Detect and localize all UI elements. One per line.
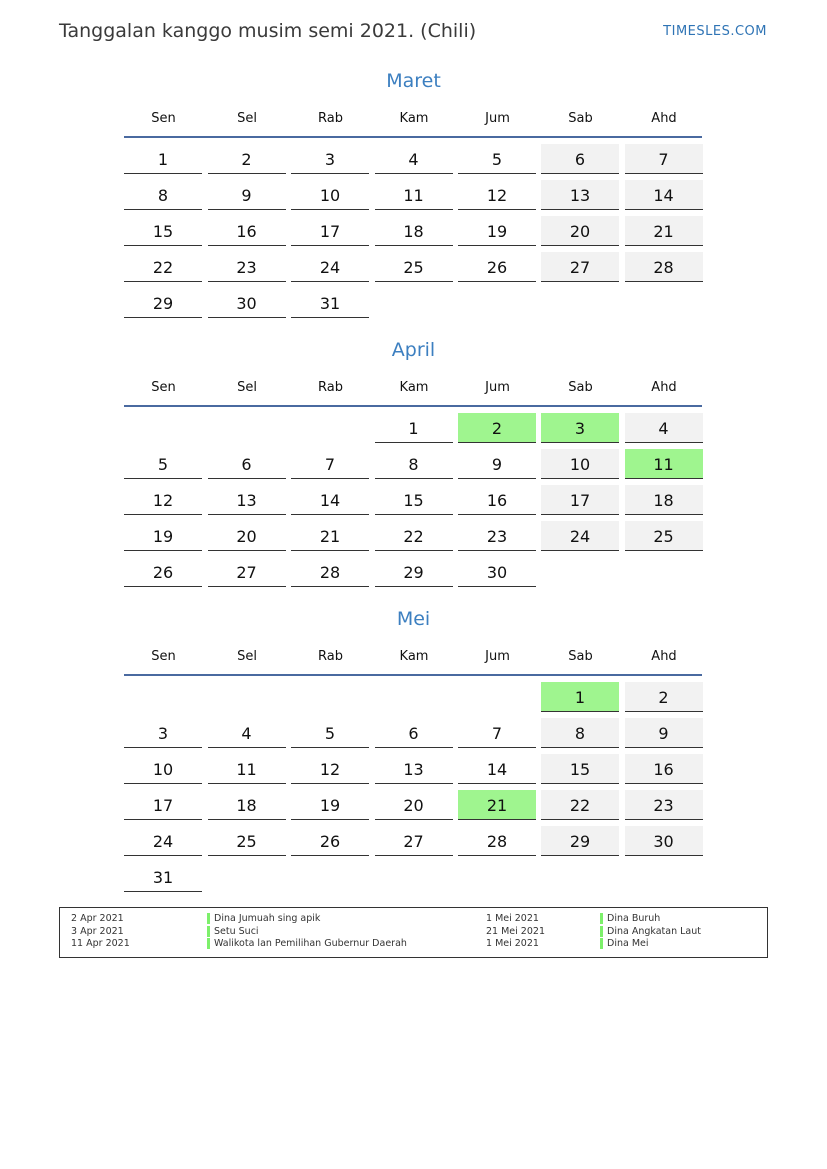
day-cell[interactable]: 4	[625, 413, 703, 443]
weekday-header: Sel	[237, 111, 257, 126]
day-cell[interactable]: 2	[625, 682, 703, 712]
day-cell[interactable]: 17	[124, 790, 202, 820]
header-rule	[124, 136, 702, 138]
day-cell[interactable]: 1	[375, 413, 453, 443]
day-cell[interactable]: 5	[124, 449, 202, 479]
day-cell[interactable]: 9	[625, 718, 703, 748]
day-cell[interactable]: 2	[208, 144, 286, 174]
day-cell[interactable]: 4	[208, 718, 286, 748]
holiday-legend	[59, 907, 768, 958]
day-cell[interactable]: 31	[124, 862, 202, 892]
day-cell[interactable]: 18	[208, 790, 286, 820]
day-cell[interactable]: 16	[208, 216, 286, 246]
day-cell[interactable]: 1	[541, 682, 619, 712]
legend-date: 1 Mei 2021	[486, 913, 539, 924]
day-cell[interactable]: 20	[541, 216, 619, 246]
day-cell[interactable]: 27	[541, 252, 619, 282]
day-cell[interactable]: 14	[291, 485, 369, 515]
day-cell[interactable]: 8	[124, 180, 202, 210]
weekday-header: Rab	[318, 649, 343, 664]
weekday-header: Jum	[485, 649, 510, 664]
day-cell[interactable]: 23	[625, 790, 703, 820]
weekday-header: Sab	[568, 380, 593, 395]
day-cell[interactable]: 5	[458, 144, 536, 174]
legend-name: Setu Suci	[207, 926, 259, 937]
day-cell[interactable]: 30	[458, 557, 536, 587]
day-cell[interactable]: 28	[458, 826, 536, 856]
day-cell[interactable]: 1	[124, 144, 202, 174]
legend-name: Walikota lan Pemilihan Gubernur Daerah	[207, 938, 407, 949]
day-cell[interactable]: 5	[291, 718, 369, 748]
day-cell[interactable]: 27	[208, 557, 286, 587]
weekday-header: Ahd	[651, 649, 677, 664]
weekday-header: Rab	[318, 111, 343, 126]
day-cell[interactable]: 6	[375, 718, 453, 748]
day-cell[interactable]: 26	[458, 252, 536, 282]
day-cell[interactable]: 22	[541, 790, 619, 820]
day-cell[interactable]: 22	[124, 252, 202, 282]
day-cell[interactable]: 15	[375, 485, 453, 515]
page-title: Tanggalan kanggo musim semi 2021. (Chili)	[59, 20, 477, 42]
day-cell[interactable]: 20	[208, 521, 286, 551]
day-cell[interactable]: 14	[625, 180, 703, 210]
day-cell[interactable]: 3	[541, 413, 619, 443]
day-cell[interactable]: 7	[625, 144, 703, 174]
day-cell[interactable]: 12	[291, 754, 369, 784]
day-cell[interactable]: 16	[458, 485, 536, 515]
day-cell[interactable]: 8	[541, 718, 619, 748]
day-cell[interactable]: 10	[291, 180, 369, 210]
month-title: Mei	[396, 608, 431, 630]
day-cell[interactable]: 13	[375, 754, 453, 784]
day-cell[interactable]: 11	[208, 754, 286, 784]
day-cell[interactable]: 11	[375, 180, 453, 210]
day-cell[interactable]: 17	[541, 485, 619, 515]
legend-date: 11 Apr 2021	[71, 938, 130, 949]
day-cell[interactable]: 26	[291, 826, 369, 856]
day-cell[interactable]: 21	[291, 521, 369, 551]
weekday-header: Kam	[399, 380, 429, 395]
day-cell[interactable]: 19	[291, 790, 369, 820]
day-cell[interactable]: 16	[625, 754, 703, 784]
day-cell[interactable]: 13	[208, 485, 286, 515]
legend-name: Dina Buruh	[600, 913, 660, 924]
day-cell[interactable]: 24	[541, 521, 619, 551]
day-cell[interactable]: 2	[458, 413, 536, 443]
day-cell[interactable]: 18	[625, 485, 703, 515]
day-cell[interactable]: 13	[541, 180, 619, 210]
month-title: Maret	[386, 70, 441, 92]
day-cell[interactable]: 23	[208, 252, 286, 282]
day-cell[interactable]: 10	[541, 449, 619, 479]
weekday-header: Kam	[399, 111, 429, 126]
weekday-header: Sen	[151, 649, 176, 664]
day-cell[interactable]: 17	[291, 216, 369, 246]
month-title: April	[391, 339, 436, 361]
day-cell[interactable]: 8	[375, 449, 453, 479]
legend-date: 21 Mei 2021	[486, 926, 545, 937]
weekday-header: Sel	[237, 649, 257, 664]
day-cell[interactable]: 3	[291, 144, 369, 174]
weekday-header: Sen	[151, 111, 176, 126]
day-cell[interactable]: 18	[375, 216, 453, 246]
day-cell[interactable]: 9	[208, 180, 286, 210]
day-cell[interactable]: 25	[625, 521, 703, 551]
weekday-header: Sab	[568, 649, 593, 664]
day-cell[interactable]: 11	[625, 449, 703, 479]
day-cell[interactable]: 28	[291, 557, 369, 587]
weekday-header: Jum	[485, 380, 510, 395]
weekday-header: Sen	[151, 380, 176, 395]
day-cell[interactable]: 7	[291, 449, 369, 479]
legend-date: 1 Mei 2021	[486, 938, 539, 949]
day-cell[interactable]: 21	[625, 216, 703, 246]
day-cell[interactable]: 25	[375, 252, 453, 282]
day-cell[interactable]: 24	[124, 826, 202, 856]
weekday-header: Ahd	[651, 380, 677, 395]
day-cell[interactable]: 29	[375, 557, 453, 587]
day-cell[interactable]: 12	[458, 180, 536, 210]
legend-name: Dina Angkatan Laut	[600, 926, 701, 937]
day-cell[interactable]: 31	[291, 288, 369, 318]
day-cell[interactable]: 25	[208, 826, 286, 856]
weekday-header: Sab	[568, 111, 593, 126]
legend-date: 2 Apr 2021	[71, 913, 124, 924]
legend-name: Dina Jumuah sing apik	[207, 913, 320, 924]
day-cell[interactable]: 26	[124, 557, 202, 587]
day-cell[interactable]: 4	[375, 144, 453, 174]
day-cell[interactable]: 15	[124, 216, 202, 246]
day-cell[interactable]: 6	[208, 449, 286, 479]
weekday-header: Kam	[399, 649, 429, 664]
day-cell[interactable]: 14	[458, 754, 536, 784]
weekday-header: Ahd	[651, 111, 677, 126]
day-cell[interactable]: 27	[375, 826, 453, 856]
weekday-header: Jum	[485, 111, 510, 126]
day-cell[interactable]: 30	[208, 288, 286, 318]
day-cell[interactable]: 15	[541, 754, 619, 784]
day-cell[interactable]: 29	[541, 826, 619, 856]
day-cell[interactable]: 10	[124, 754, 202, 784]
day-cell[interactable]: 23	[458, 521, 536, 551]
day-cell[interactable]: 28	[625, 252, 703, 282]
day-cell[interactable]: 22	[375, 521, 453, 551]
day-cell[interactable]: 19	[458, 216, 536, 246]
day-cell[interactable]: 7	[458, 718, 536, 748]
day-cell[interactable]: 19	[124, 521, 202, 551]
brand-link[interactable]: TIMESLES.COM	[663, 24, 767, 39]
day-cell[interactable]: 24	[291, 252, 369, 282]
day-cell[interactable]: 3	[124, 718, 202, 748]
day-cell[interactable]: 21	[458, 790, 536, 820]
legend-name: Dina Mei	[600, 938, 649, 949]
legend-date: 3 Apr 2021	[71, 926, 124, 937]
weekday-header: Rab	[318, 380, 343, 395]
header-rule	[124, 405, 702, 407]
day-cell[interactable]: 6	[541, 144, 619, 174]
header-rule	[124, 674, 702, 676]
day-cell[interactable]: 9	[458, 449, 536, 479]
weekday-header: Sel	[237, 380, 257, 395]
day-cell[interactable]: 20	[375, 790, 453, 820]
day-cell[interactable]: 29	[124, 288, 202, 318]
day-cell[interactable]: 12	[124, 485, 202, 515]
day-cell[interactable]: 30	[625, 826, 703, 856]
